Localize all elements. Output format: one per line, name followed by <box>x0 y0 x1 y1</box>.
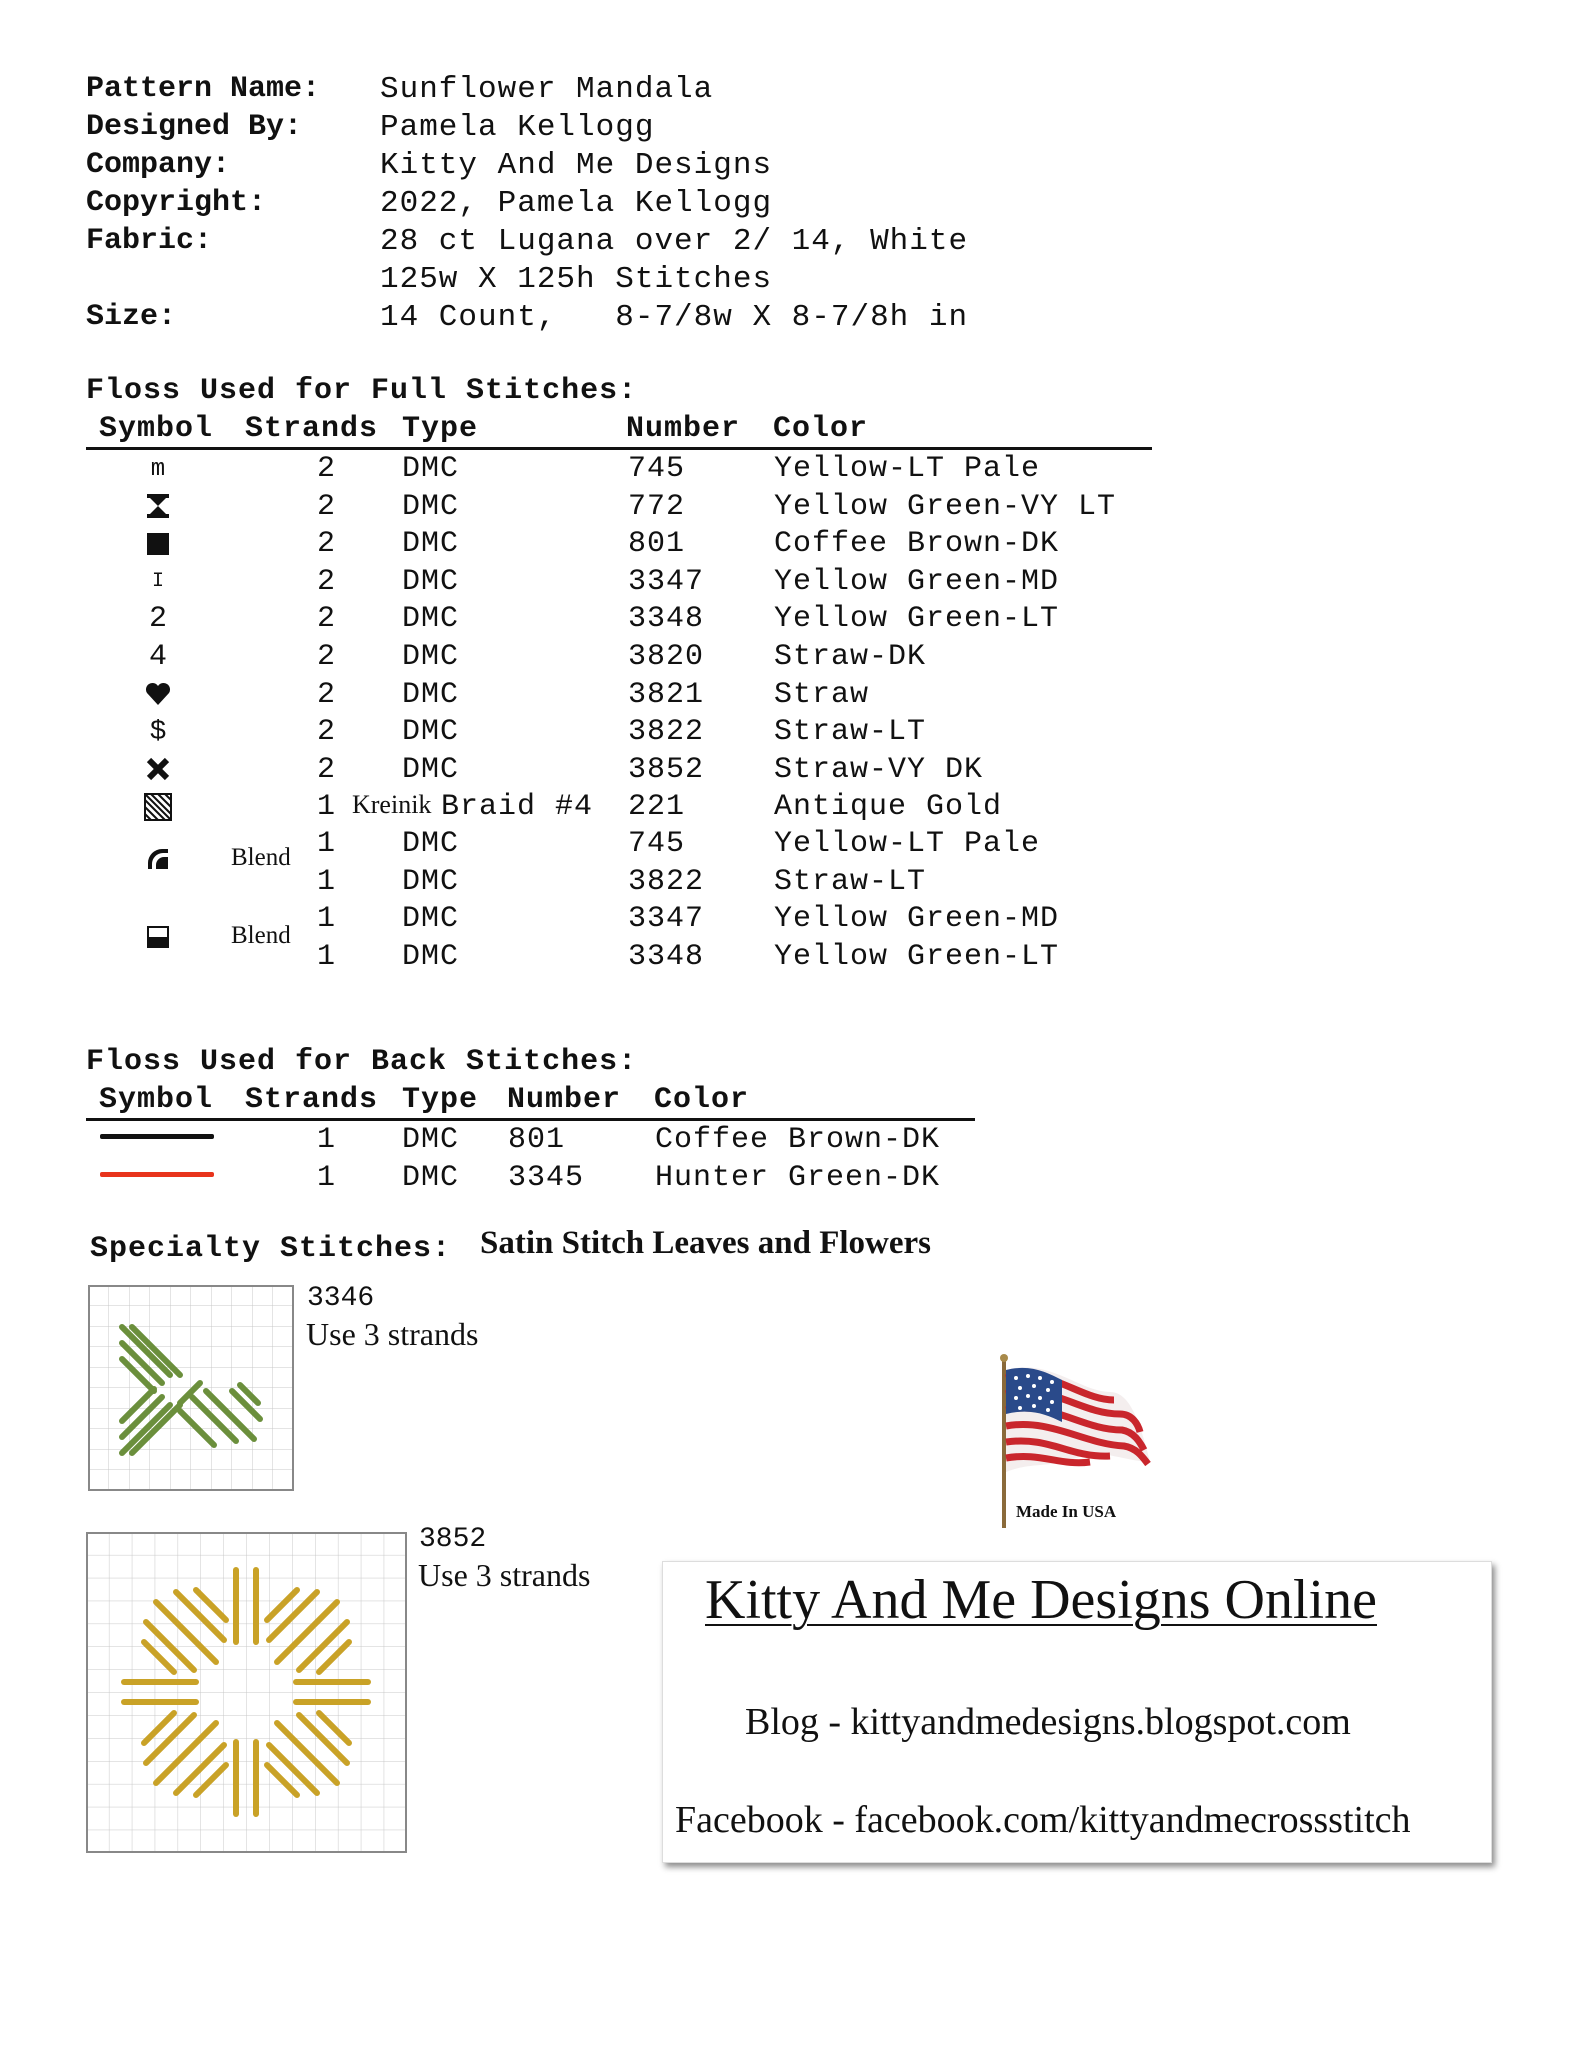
row-strands: 1 <box>317 827 337 861</box>
label-pattern-name: Pattern Name: <box>86 72 321 106</box>
row-number: 3348 <box>628 940 705 974</box>
row-strands: 2 <box>317 527 337 561</box>
row-strands: 1 <box>317 865 337 899</box>
header-number: Number <box>626 412 741 446</box>
row-strands: 2 <box>317 452 337 486</box>
half-square-icon <box>143 922 173 952</box>
row-strands: 2 <box>317 753 337 787</box>
symbol-dollar: $ <box>149 716 167 748</box>
row-number: 801 <box>508 1123 566 1157</box>
row-type: DMC <box>402 1161 460 1195</box>
header-rule <box>86 447 1152 450</box>
header-type: Type <box>402 412 479 446</box>
row-color: Hunter Green-DK <box>655 1161 941 1195</box>
blend-label: Blend <box>231 844 291 871</box>
header-color: Color <box>773 412 869 446</box>
row-number: 772 <box>628 490 686 524</box>
promo-blog-link[interactable]: Blog - kittyandmedesigns.blogspot.com <box>745 1701 1351 1743</box>
row-number: 3852 <box>628 753 705 787</box>
header-rule <box>86 1118 975 1121</box>
pattern-name: Sunflower Mandala <box>380 72 714 107</box>
promo-title: Kitty And Me Designs Online <box>705 1569 1377 1631</box>
full-stitches-title: Floss Used for Full Stitches: <box>86 374 638 408</box>
row-color: Yellow Green-MD <box>774 902 1060 936</box>
row-number: 221 <box>628 790 686 824</box>
row-strands: 2 <box>317 715 337 749</box>
header-color: Color <box>654 1083 750 1117</box>
label-size: Size: <box>86 300 177 334</box>
row-number: 3821 <box>628 678 705 712</box>
heart-icon <box>143 679 173 709</box>
label-fabric: Fabric: <box>86 224 213 258</box>
row-strands: 1 <box>317 940 337 974</box>
row-color: Antique Gold <box>774 790 1003 824</box>
row-number: 745 <box>628 452 686 486</box>
label-company: Company: <box>86 148 231 182</box>
flower-strands-note: Use 3 strands <box>418 1557 591 1593</box>
copyright: 2022, Pamela Kellogg <box>380 186 773 221</box>
row-type: Braid #4 <box>441 790 594 824</box>
row-color: Yellow Green-LT <box>774 602 1060 636</box>
row-number: 801 <box>628 527 686 561</box>
stitch-count: 125w X 125h Stitches <box>380 262 773 297</box>
leaf-stitch-diagram <box>88 1285 294 1496</box>
label-copyright: Copyright: <box>86 186 267 220</box>
size: 14 Count, 8-7/8w X 8-7/8h in <box>380 300 969 335</box>
row-color: Yellow Green-LT <box>774 940 1060 974</box>
row-color: Straw-LT <box>774 865 927 899</box>
promo-box <box>662 1561 1492 1863</box>
row-number: 745 <box>628 827 686 861</box>
backstitch-line-red <box>100 1172 214 1177</box>
label-designed-by: Designed By: <box>86 110 303 144</box>
header-type: Type <box>402 1083 479 1117</box>
row-type-prefix: Kreinik <box>352 790 432 819</box>
header-strands: Strands <box>245 1083 379 1117</box>
row-type: DMC <box>402 565 460 599</box>
row-type: DMC <box>402 602 460 636</box>
row-number: 3345 <box>508 1161 585 1195</box>
row-strands: 2 <box>317 640 337 674</box>
leaf-strands-note: Use 3 strands <box>306 1316 479 1352</box>
quarter-arc-icon <box>143 844 173 874</box>
row-number: 3822 <box>628 865 705 899</box>
row-type: DMC <box>402 827 460 861</box>
made-in-usa-flag <box>990 1352 1170 1536</box>
symbol-2: 2 <box>148 602 167 636</box>
row-color: Straw <box>774 678 870 712</box>
row-strands: 2 <box>317 602 337 636</box>
row-type: DMC <box>402 940 460 974</box>
row-type: DMC <box>402 452 460 486</box>
row-strands: 1 <box>317 1123 337 1157</box>
header-symbol: Symbol <box>99 1083 214 1117</box>
row-strands: 2 <box>317 490 337 524</box>
row-type: DMC <box>402 678 460 712</box>
row-type: DMC <box>402 640 460 674</box>
row-strands: 1 <box>317 790 337 824</box>
row-type: DMC <box>402 715 460 749</box>
symbol-m: m <box>150 455 166 483</box>
row-strands: 2 <box>317 678 337 712</box>
row-type: DMC <box>402 865 460 899</box>
row-strands: 2 <box>317 565 337 599</box>
row-number: 3822 <box>628 715 705 749</box>
row-color: Coffee Brown-DK <box>774 527 1060 561</box>
backstitch-line-black <box>100 1134 214 1139</box>
row-color: Straw-DK <box>774 640 927 674</box>
row-type: DMC <box>402 902 460 936</box>
row-color: Yellow-LT Pale <box>774 452 1041 486</box>
specialty-subtitle: Satin Stitch Leaves and Flowers <box>480 1225 932 1261</box>
hatched-square-icon <box>143 792 173 822</box>
made-in-usa-text: Made In USA <box>1016 1502 1117 1521</box>
x-icon <box>143 754 173 784</box>
row-type: DMC <box>402 490 460 524</box>
promo-facebook-link[interactable]: Facebook - facebook.com/kittyandmecrossstitch <box>675 1799 1411 1841</box>
designed-by: Pamela Kellogg <box>380 110 655 145</box>
row-color: Yellow-LT Pale <box>774 827 1041 861</box>
row-strands: 1 <box>317 1161 337 1195</box>
back-stitches-title: Floss Used for Back Stitches: <box>86 1045 638 1079</box>
square-icon <box>143 529 173 559</box>
flower-floss-number: 3852 <box>419 1524 487 1555</box>
leaf-floss-number: 3346 <box>307 1283 375 1314</box>
row-number: 3820 <box>628 640 705 674</box>
row-color: Straw-VY DK <box>774 753 984 787</box>
row-strands: 1 <box>317 902 337 936</box>
header-symbol: Symbol <box>99 412 214 446</box>
row-color: Coffee Brown-DK <box>655 1123 941 1157</box>
fabric: 28 ct Lugana over 2/ 14, White <box>380 224 969 259</box>
row-type: DMC <box>402 1123 460 1157</box>
header-number: Number <box>507 1083 622 1117</box>
specialty-title: Specialty Stitches: <box>90 1232 452 1266</box>
hourglass-icon <box>143 491 173 521</box>
row-color: Yellow Green-VY LT <box>774 490 1117 524</box>
symbol-4: 4 <box>148 640 167 674</box>
row-type: DMC <box>402 527 460 561</box>
row-color: Straw-LT <box>774 715 927 749</box>
blend-label: Blend <box>231 922 291 949</box>
symbol-i: I <box>151 569 164 593</box>
row-number: 3347 <box>628 565 705 599</box>
flower-stitch-diagram <box>86 1532 407 1858</box>
row-color: Yellow Green-MD <box>774 565 1060 599</box>
header-strands: Strands <box>245 412 379 446</box>
company: Kitty And Me Designs <box>380 148 773 183</box>
row-number: 3347 <box>628 902 705 936</box>
row-type: DMC <box>402 753 460 787</box>
row-number: 3348 <box>628 602 705 636</box>
